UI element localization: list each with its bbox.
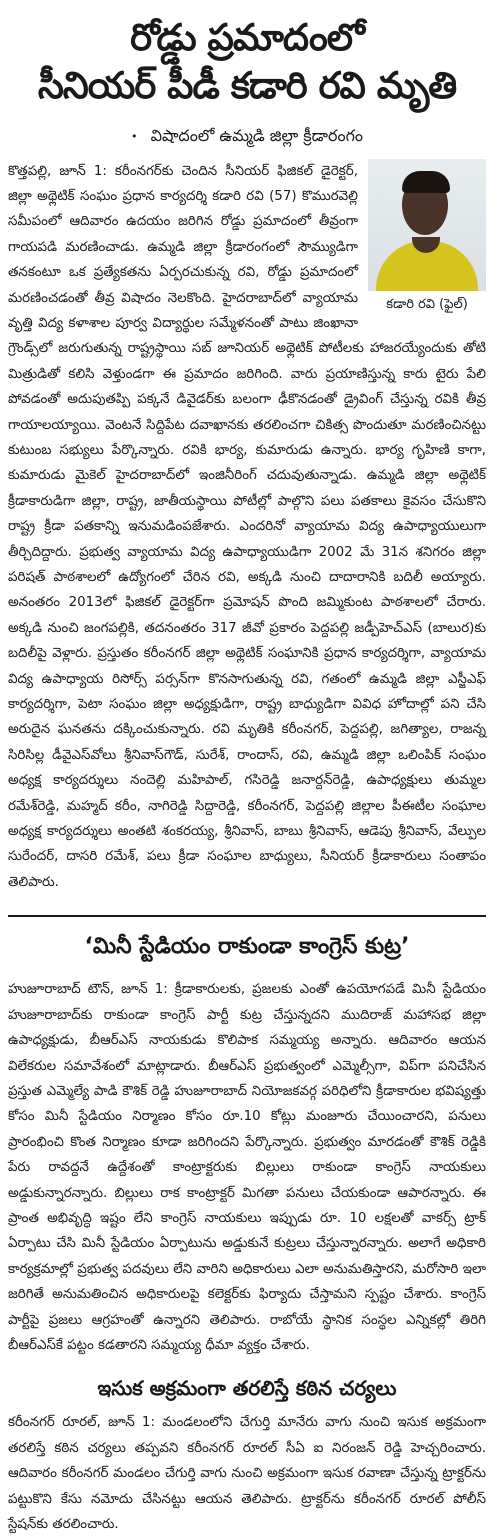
- story-stadium-body: హుజూరాబాద్ టౌన్, జూన్ 1: క్రీడాకారులకు, ప్రజలకు ఎంతో ఉపయోగపడే మినీ స్టేడియం హుజూరాబాద్‌కు రాకుండా కాంగ్రెస్ పార్టీ కుట్ర చేస్తున్నదని ముదిరాజ్ మహాసభ జిల్లా ఉపాధ్యక్షుడు, బీఆర్ఎస్ నాయకుడు కొలిపాక సమ్మయ్య అన్నారు. ఆదివారం ఆయన విలేకరుల సమావేశంలో మాట్లాడారు. బీఆర్ఎస్ ప్రభుత్వంలో ఎమ్మెల్సీగా, విప్‌గా పనిచేసిన ప్రస్తుత ఎమ్మెల్యే పాడి కౌశిక్ రెడ్డి హుజూరాబాద్ నియోజకవర్గ పరిధిలోని క్రీడాకారుల భవిష్యత్తు కోసం మినీ స్టేడియం నిర్మాణం కోసం రూ.10 కోట్లు మంజూరు చేయించారని, పనులు ప్రారంభించి కొంత నిర్మాణం కూడా జరిగిందని పేర్కొన్నారు. ప్రభుత్వం మారడంతో కౌశిక్ రెడ్డికి పేరు రావద్దనే ఉద్దేశంతో కాంట్రాక్టరుకు బిల్లులు రాకుండా కాంగ్రెస్ నాయకులు అడ్డుకున్నారన్నారు. బిల్లులు రాక కాంట్రాక్టర్ మిగతా పనులు చేయకుండా ఆపారన్నారు. ఈ ప్రాంత అభివృద్ధి ఇష్టం లేని కాంగ్రెస్ నాయకులు ఇప్పుడు రూ. 10 లక్షలతో వాకర్స్ ట్రాక్ ఏర్పాటు చేసి మినీ స్టేడియం ఏర్పాటును అడ్డుకునే కుట్రలు చేస్తున్నారన్నారు. అలాగే అధికారి కార్యక్రమాల్లో ప్రభుత్వ పదవులు లేని వారిని అధికారులు ఎలా అనుమతిస్తారని, మరోసారి ఇలా జరిగితే అనుమతించిన అధికారులపై కలెక్టర్‌కు ఫిర్యాదు చేస్తామని స్పష్టం చేశారు. కాంగ్రెస్ పార్టీపై ప్రజలు ఆగ్రహంతో ఉన్నారని తెలిపారు. రాబోయే స్థానిక సంస్థల ఎన్నికల్లో తిరిగి బీఆర్ఎస్‌కే పట్టం కడతారని సమ్మయ్య ధీమా వ్యక్తం చేశారు.: [8, 982, 486, 1353]
- headline: [8, 0, 486, 110]
- story-main: [8, 159, 486, 896]
- photo-caption: కడారి రవి (ఫైల్): [386, 296, 468, 312]
- photo-box: [368, 159, 486, 315]
- subheadline: [8, 124, 486, 149]
- story-stadium: [8, 915, 486, 1358]
- story-sand-title: ఇసుక అక్రమంగా తరలిస్తే కఠిన చర్యలు: [97, 1376, 397, 1401]
- bullet-icon: •: [130, 129, 138, 143]
- person-photo: [368, 159, 486, 291]
- story-sand-body: కరీంనగర్ రూరల్, జూన్ 1: మండలంలోని చేగుర్తి మానేరు వాగు నుంచి ఇసుక అక్రమంగా తరలిస్తే కఠిన చర్యలు తప్పవని కరీంనగర్ రూరల్ సీఏ ఐ నిరంజన్ రెడ్డి హెచ్చరించారు. ఆదివారం కరీంనగర్ మండలం చేగుర్తి వాగు నుంచి అక్రమంగా ఇసుక రవాణా చేస్తున్న ట్రాక్టర్‌ను పట్టుకొని కేసు నమోదు చేసినట్టు ఆయన తెలిపారు. ట్రాక్టర్‌ను కరీంనగర్ రూరల్ పోలీస్ స్టేషన్‌కు తరలించారు.: [8, 1415, 486, 1532]
- photo-hair: [402, 171, 450, 193]
- headline-line-2: సీనియర్ పీడీ కడారి రవి మృతి: [37, 64, 457, 107]
- subheadline-text: విషాదంలో ఉమ్మడి జిల్లా క్రీడారంగం: [150, 126, 364, 145]
- headline-line-1: రోడ్డు ప్రమాదంలో: [130, 16, 364, 59]
- story-main-body: కొత్తపల్లి, జూన్ 1: కరీంనగర్‌కు చెందిన సీనియర్ ఫిజికల్ డైరెక్టర్, జిల్లా అథ్లెటిక్ సంఘం ప్రధాన కార్యదర్శి కడారి రవి (57) కొమురవెల్లి సమీపంలో ఆదివారం ఉదయం జరిగిన రోడ్డు ప్రమాదంలో తీవ్రంగా గాయపడి మరణించాడు. ఉమ్మడి జిల్లా క్రీడారంగంలో సౌమ్యుడిగా తనకంటూ ఒక ప్రత్యేకతను ఏర్పరచుకున్న రవి, రోడ్డు ప్రమాదంలో మరణించడంతో తీవ్ర విషాదం నెలకొంది. హైదరాబాద్‌లో వ్యాయామ వృత్తి విద్య కళాశాల పూర్వ విద్యార్థుల సమ్మేళనంతో పాటు జింఖానా గ్రౌండ్స్‌లో జరుగుతున్న రాష్ట్రస్థాయి సబ్ జూనియర్ అథ్లెటిక్ పోటీలకు హాజరయ్యేందుకు తోటి మిత్రుడితో కలిసి వెళ్తుండగా ఈ ప్రమాదం జరిగింది. వారు ప్రయాణిస్తున్న కారు టైరు పేలి పోవడంతో అదుపుతప్పి పక్కనే డివైడర్‌కు బలంగా ఢీకొనడంతో డ్రైవింగ్ చేస్తున్న రవికి తీవ్ర గాయాలయ్యాయి. వెంటనే సిద్దిపేట దవాఖానకు తరలించగా చికిత్స పొందుతూ మరణించినట్టు కుటుంబ సభ్యులు పేర్కొన్నారు. రవికి భార్య, కుమారుడు ఉన్నారు. భార్య గృహిణి కాగా, కుమారుడు మైకెల్ హైదరాబాద్‌లో ఇంజినీరింగ్ చదువుతున్నాడు. ఉమ్మడి జిల్లా అథ్లెటిక్ క్రీడాకారుడిగా జిల్లా, రాష్ట్ర, జాతీయస్థాయి పోటీల్లో పాల్గొని పలు పతకాలు కైవసం చేసుకొని రాష్ట్ర క్రీడా పతకాన్ని ఇనుమడింపజేశారు. ఎందరినో వ్యాయామ విద్య ఉపాధ్యాయులుగా తీర్చిదిద్దారు. ప్రభుత్వ వ్యాయామ విద్య ఉపాధ్యాయుడిగా 2002 మే 31న శనిగరం జిల్లా పరిషత్ పాఠశాలలో ఉద్యోగంలో చేరిన రవి, అక్కడి నుంచి దాదారానికి బదిలీ అయ్యారు. అనంతరం 2013లో ఫిజికల్ డైరెక్టర్‌గా ప్రమోషన్ పొంది జమ్మికుంట పాఠశాలలో చేరారు. అక్కడి నుంచి జంగపల్లికి, తదనంతరం 317 జీవో ప్రకారం పెద్దపల్లి జడ్పీహెచ్ఎస్ (బాలుర)కు బదిలీపై వెళ్లారు. ప్రస్తుతం కరీంనగర్ జిల్లా అథ్లెటిక్ సంఘానికి ప్రధాన కార్యదర్శిగా, వ్యాయామ విద్య ఉపాధ్యాయ రిసోర్స్ పర్సన్‌గా కొనసాగుతున్న రవి, గతంలో ఉమ్మడి జిల్లా ఎస్జీఎఫ్ కార్యదర్శిగా, పెటా సంఘం జిల్లా అధ్యక్షుడిగా, రాష్ట్ర బాధ్యుడిగా వివిధ హోదాల్లో పని చేసి అరుదైన ఘనతను దక్కించుకున్నారు. రవి మృతికి కరీంనగర్, పెద్దపల్లి, జగిత్యాల, రాజన్న సిరిసిల్ల డీవైఎస్‌వోలు శ్రీనివాస్‌గౌడ్, సురేశ్, రాందాస్, రవి, ఉమ్మడి జిల్లా ఒలింపిక్ సంఘం అధ్యక్ష కార్యదర్శులు నందెల్లి మహిపాల్, గసిరెడ్డి జనార్దన్‌రెడ్డి, ఉపాధ్యక్షులు తుమ్మల రమేశ్‌రెడ్డి, మహ్మద్ కరీం, నాగిరెడ్డి సిద్దారెడ్డి, కరీంనగర్, పెద్దపల్లి జిల్లాల పీఈటీల సంఘాల అధ్యక్ష కార్యదర్శులు అంతటి శంకరయ్య, శ్రీనివాస్, బాబు శ్రీనివాస్, ఆడెపు శ్రీనివాస్, వేల్పుల సురేందర్, దాసరి రమేశ్, పలు క్రీడా సంఘాల బాధ్యులు, సీనియర్ క్రీడాకారులు సంతాపం తెలిపారు.: [8, 163, 486, 890]
- story-sand: [8, 1368, 486, 1537]
- story-stadium-title: ‘మినీ స్టేడియం రాకుండా కాంగ్రెస్ కుట్ర’: [8, 915, 486, 963]
